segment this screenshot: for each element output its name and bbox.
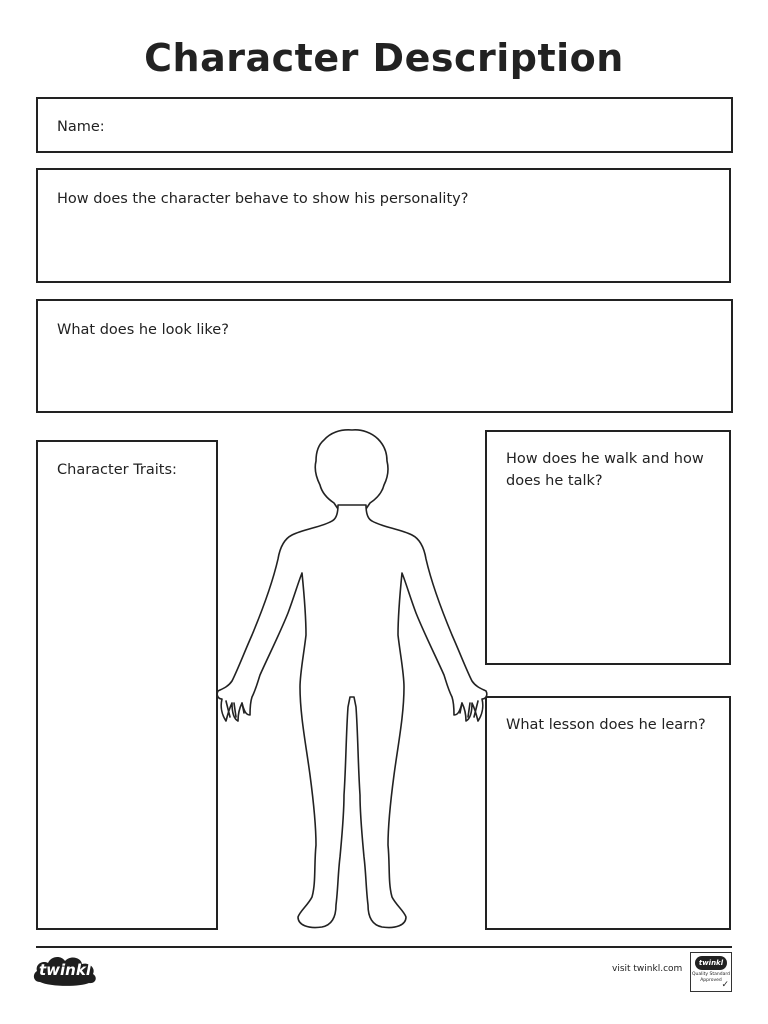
footer-divider [36, 946, 732, 948]
character-traits-label: Character Traits: [57, 462, 177, 478]
walk-talk-box[interactable] [485, 430, 731, 665]
page-title: Character Description [144, 36, 624, 80]
twinkl-logo-text: twinkl [39, 961, 91, 979]
twinkl-cloud-logo-icon [30, 952, 100, 990]
lesson-label: What lesson does he learn? [506, 717, 706, 733]
walk-talk-label: How does he walk and how does he talk? [506, 451, 704, 489]
behaviour-label: How does the character behave to show his personality? [57, 191, 469, 207]
character-traits-box[interactable] [36, 440, 218, 930]
lesson-box[interactable] [485, 696, 731, 930]
behaviour-box[interactable] [36, 168, 731, 283]
name-label: Name: [57, 119, 105, 135]
human-body-outline-icon [212, 425, 502, 935]
badge-logo-text: twinkl [695, 956, 727, 970]
badge-caption: Quality Standard Approved [692, 972, 730, 983]
checkmark-icon: ✓ [721, 980, 729, 990]
visit-twinkl-link[interactable]: visit twinkl.com [612, 964, 683, 974]
quality-standard-badge-icon [690, 952, 732, 992]
appearance-box[interactable] [36, 299, 733, 413]
name-box[interactable] [36, 97, 733, 153]
appearance-label: What does he look like? [57, 322, 229, 338]
